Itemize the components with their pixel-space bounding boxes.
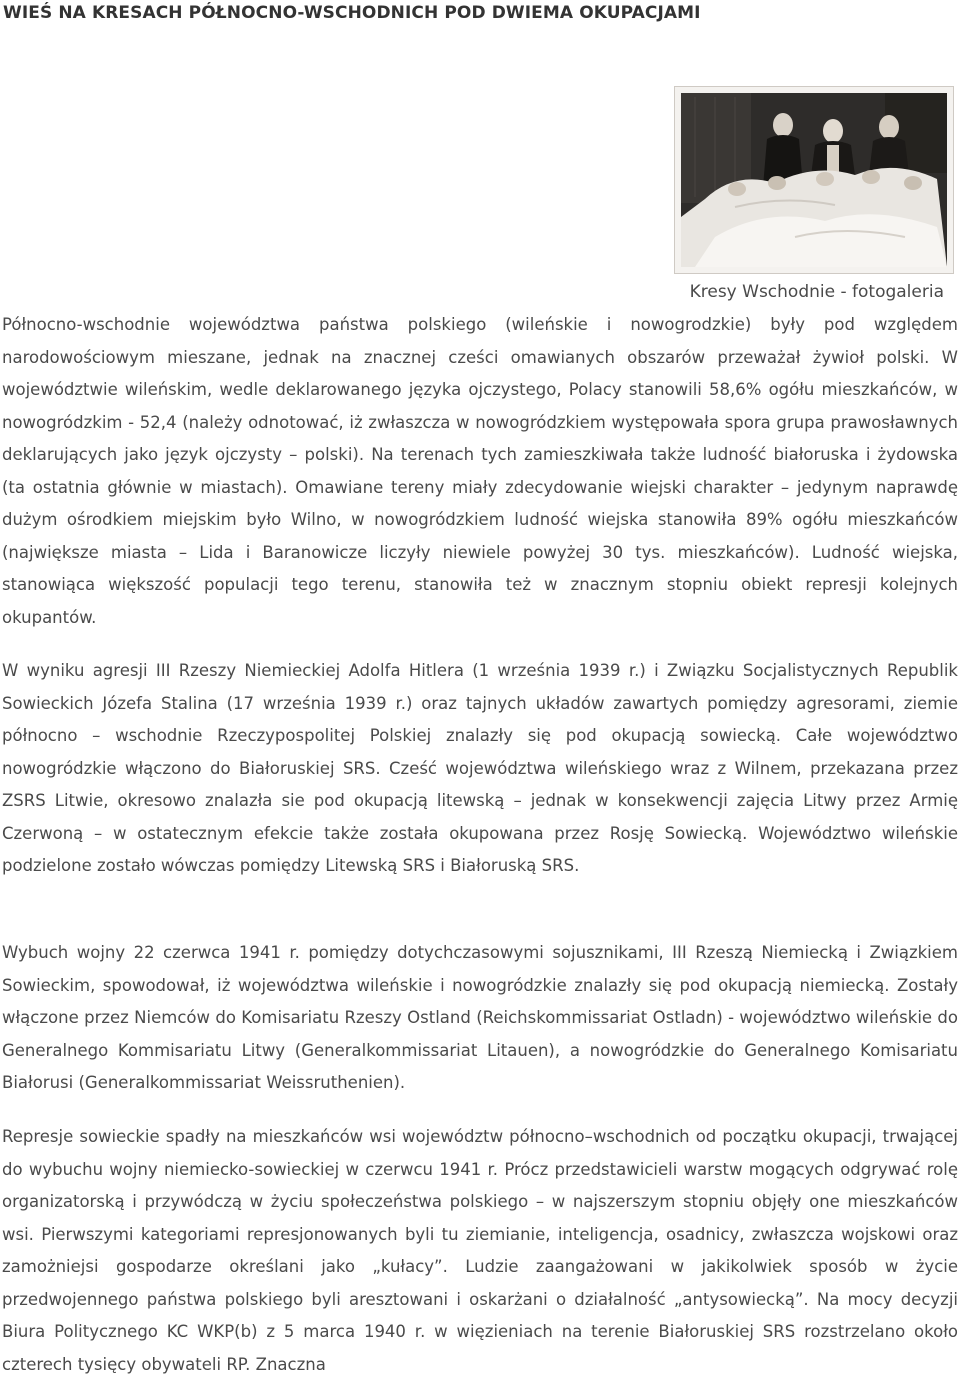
page-title: WIEŚ NA KRESACH PÓŁNOCNO-WSCHODNICH POD DWIEMA OKUPACJAMI: [3, 3, 701, 23]
paragraph-4: Represje sowieckie spadły na mieszkańców wsi województw północno–wschodnich od początku okupacji, trwającej do wybuchu wojny niemiecko-sowieckiej w czerwcu 1941 r. Prócz przedstawicieli warstw mogących odgrywać rolę organizatorską i przywódczą w życiu społeczeństwa polskiego – w najszerszym stopniu objęły one mieszkańców wsi. Pierwszymi kategoriami represjonowanych byli tu ziemianie, inteligencja, osadnicy, zwłaszcza wojskowi oraz zamożniejsi gospodarze określani jako „kułacy”. Ludzie zaangażowani w jakikolwiek sposób w życie przedwojennego państwa polskiego byli aresztowani i oskarżani o działalność „antysowiecką”. Na mocy decyzji Biura Politycznego KC WKP(b) z 5 marca 1940 r. w więzieniach na terenie Białoruskiej SRS rozstrzelano około czterech tysięcy obywateli RP. Znaczna: [2, 1127, 958, 1374]
photo-illustration: [675, 87, 953, 273]
paragraph-1: Północno-wschodnie województwa państwa polskiego (wileńskie i nowogrodzkie) były pod względem narodowościowym mieszane, jednak na znacznej cześci omawianych obszarów przeważał żywioł polski. W województwie wileńskim, wedle deklarowanego języka ojczystego, Polacy stanowili 58,6% ogółu mieszkańców, w nowogródzkim - 52,4 (należy odnotować, iż zwłaszcza w nowogródzkiem występowała spora grupa prawosławnych deklarujących jako język ojczysty – polski). Na terenach tych zamieszkiwała także ludność białoruska i żydowska (ta ostatnia głównie w miastach). Omawiane tereny miały zdecydowanie wiejski charakter – jedynym naprawdę dużym ośrodkiem miejskim było Wilno, w nowogródzkiem ludność wiejska stanowiła 89% ogółu mieszkańców (największe miasta – Lida i Baranowicze liczyły niewiele powyżej 30 tys. mieszkańców). Ludność wiejska, stanowiąca większość populacji tego terenu, stanowiła też w znacznym stopniu obiekt represji kolejnych okupantów.: [2, 315, 958, 627]
paragraph-3: Wybuch wojny 22 czerwca 1941 r. pomiędzy dotychczasowymi sojusznikami, III Rzeszą Niemiecką i Związkiem Sowieckim, spowodował, iż województwa wileńskie i nowogródzkie znalazły się pod okupacją niemiecką. Zostały włączone przez Niemców do Komisariatu Rzeszy Ostland (Reichskommissariat Ostladn) - województwo wileńskie do Generalnego Kommisariatu Litwy (Generalkommissariat Litauen), a nowogródzkie do Generalnego Komisariatu Białorusi (Generalkommissariat Weissruthenien).: [2, 943, 958, 1092]
paragraph-2: W wyniku agresji III Rzeszy Niemieckiej Adolfa Hitlera (1 września 1939 r.) i Związku Socjalistycznych Republik Sowieckich Józefa Stalina (17 września 1939 r.) oraz tajnych układów zawartych pomiędzy agresorami, ziemie północno – wschodnie Rzeczypospolitej Polskiej znalazły się pod okupacją sowiecką. Całe województwo nowogródzkie włączono do Białoruskiej SRS. Cześć województwa wileńskiego wraz z Wilnem, przekazana przez ZSRS Litwie, okresowo znalazła sie pod okupacją litewską – jednak w konsekwencji zajęcia Litwy przez Armię Czerwoną – w ostatecznym efekcie także została okupowana przez Rosję Sowiecką. Województwo wileńskie podzielone zostało wówczas pomiędzy Litewską SRS i Białoruską SRS.: [2, 661, 958, 875]
photo-caption: Kresy Wschodnie - fotogaleria: [689, 282, 944, 302]
archival-photo[interactable]: [674, 86, 954, 274]
